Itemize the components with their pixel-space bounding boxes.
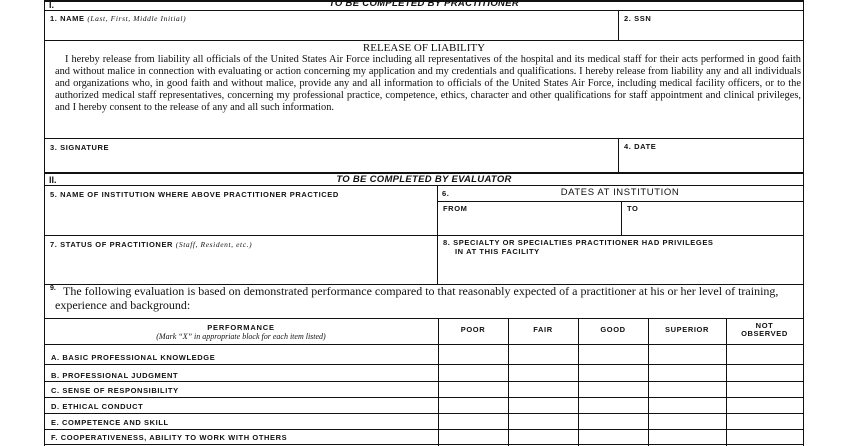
divider — [45, 318, 803, 319]
institution-field[interactable] — [45, 186, 436, 234]
performance-header: PERFORMANCE — [207, 323, 275, 332]
column-superior: SUPERIOR — [665, 325, 709, 334]
section-one-number: I. — [49, 0, 55, 10]
date-label: 4. DATE — [624, 142, 657, 151]
signature-label: 3. SIGNATURE — [50, 143, 110, 152]
to-label: TO — [627, 204, 639, 213]
rating-grid[interactable] — [439, 345, 803, 444]
ssn-label: 2. SSN — [624, 14, 652, 23]
status-hint: (Staff, Resident, etc.) — [175, 240, 253, 249]
specialty-field[interactable] — [438, 236, 803, 283]
to-date-field[interactable] — [622, 202, 803, 234]
section-one-header: TO BE COMPLETED BY PRACTITIONER — [329, 0, 519, 9]
status-label-wrap — [50, 240, 252, 249]
item-ethical-conduct: D. ETHICAL CONDUCT — [51, 402, 144, 411]
institution-label: 5. NAME OF INSTITUTION WHERE ABOVE PRACTITIONER PRACTICED — [50, 190, 339, 199]
specialty-label-line2: IN AT THIS FACILITY — [455, 247, 540, 256]
evaluation-number: 9. — [50, 285, 56, 292]
practitioner-evaluation-form — [44, 0, 804, 446]
name-hint: (Last, First, Middle Initial) — [87, 14, 187, 23]
column-not-observed-line1: NOT — [755, 321, 774, 330]
divider — [45, 40, 803, 41]
name-field[interactable] — [45, 11, 618, 40]
item-professional-judgment: B. PROFESSIONAL JUDGMENT — [51, 371, 179, 380]
column-not-observed-line2: OBSERVED — [741, 329, 788, 338]
evaluation-text: The following evaluation is based on demonstrated performance compared to that reasonably expected of a practitioner at his or her level of training, experience and background: — [55, 284, 779, 312]
section-two-header: TO BE COMPLETED BY EVALUATOR — [336, 174, 512, 185]
dates-number: 6. — [442, 189, 450, 198]
column-fair: FAIR — [533, 325, 553, 334]
date-field[interactable] — [619, 139, 803, 172]
release-title: RELEASE OF LIABILITY — [362, 42, 486, 54]
dates-label: DATES AT INSTITUTION — [560, 187, 680, 198]
item-cooperativeness: F. COOPERATIVENESS, ABILITY TO WORK WITH OTHERS — [51, 433, 288, 442]
section-two-number: II. — [49, 175, 57, 185]
status-field[interactable] — [45, 236, 436, 283]
specialty-label-line1: 8. SPECIALTY OR SPECIALTIES PRACTITIONER HAD PRIVILEGES — [443, 238, 714, 247]
name-label-wrap — [50, 14, 186, 23]
column-poor: POOR — [460, 325, 486, 334]
ssn-field[interactable] — [619, 11, 803, 40]
signature-field[interactable] — [45, 139, 618, 172]
divider — [45, 444, 803, 445]
column-good: GOOD — [600, 325, 626, 334]
status-label: 7. STATUS OF PRACTITIONER — [50, 240, 174, 249]
name-label: 1. NAME — [50, 14, 85, 23]
item-sense-of-responsibility: C. SENSE OF RESPONSIBILITY — [51, 386, 179, 395]
item-basic-knowledge: A. BASIC PROFESSIONAL KNOWLEDGE — [51, 353, 216, 362]
release-text: I hereby release from liability all officials of the United States Air Force including all representatives of the hospital and its medical staff for their acts performed in good faith and without malice in connection with evaluating or action concerning my application and my credentials and qualifications. I hereby release from liability any and all individuals and organizations who, in good faith and without malice, provide any and all information to officials of the United States Air Force, including medical facility officers, or to the authorized medical staff representatives, concerning my professional practice, competence, ethics, character and other qualifications for staff appointment and clinical privileges, and I hereby consent to the release of any and all such information. — [55, 54, 801, 114]
from-date-field[interactable] — [438, 202, 621, 234]
performance-hint: (Mark “X” in appropriate block for each item listed) — [156, 332, 326, 341]
item-competence-and-skill: E. COMPETENCE AND SKILL — [51, 418, 169, 427]
from-label: FROM — [443, 204, 468, 213]
